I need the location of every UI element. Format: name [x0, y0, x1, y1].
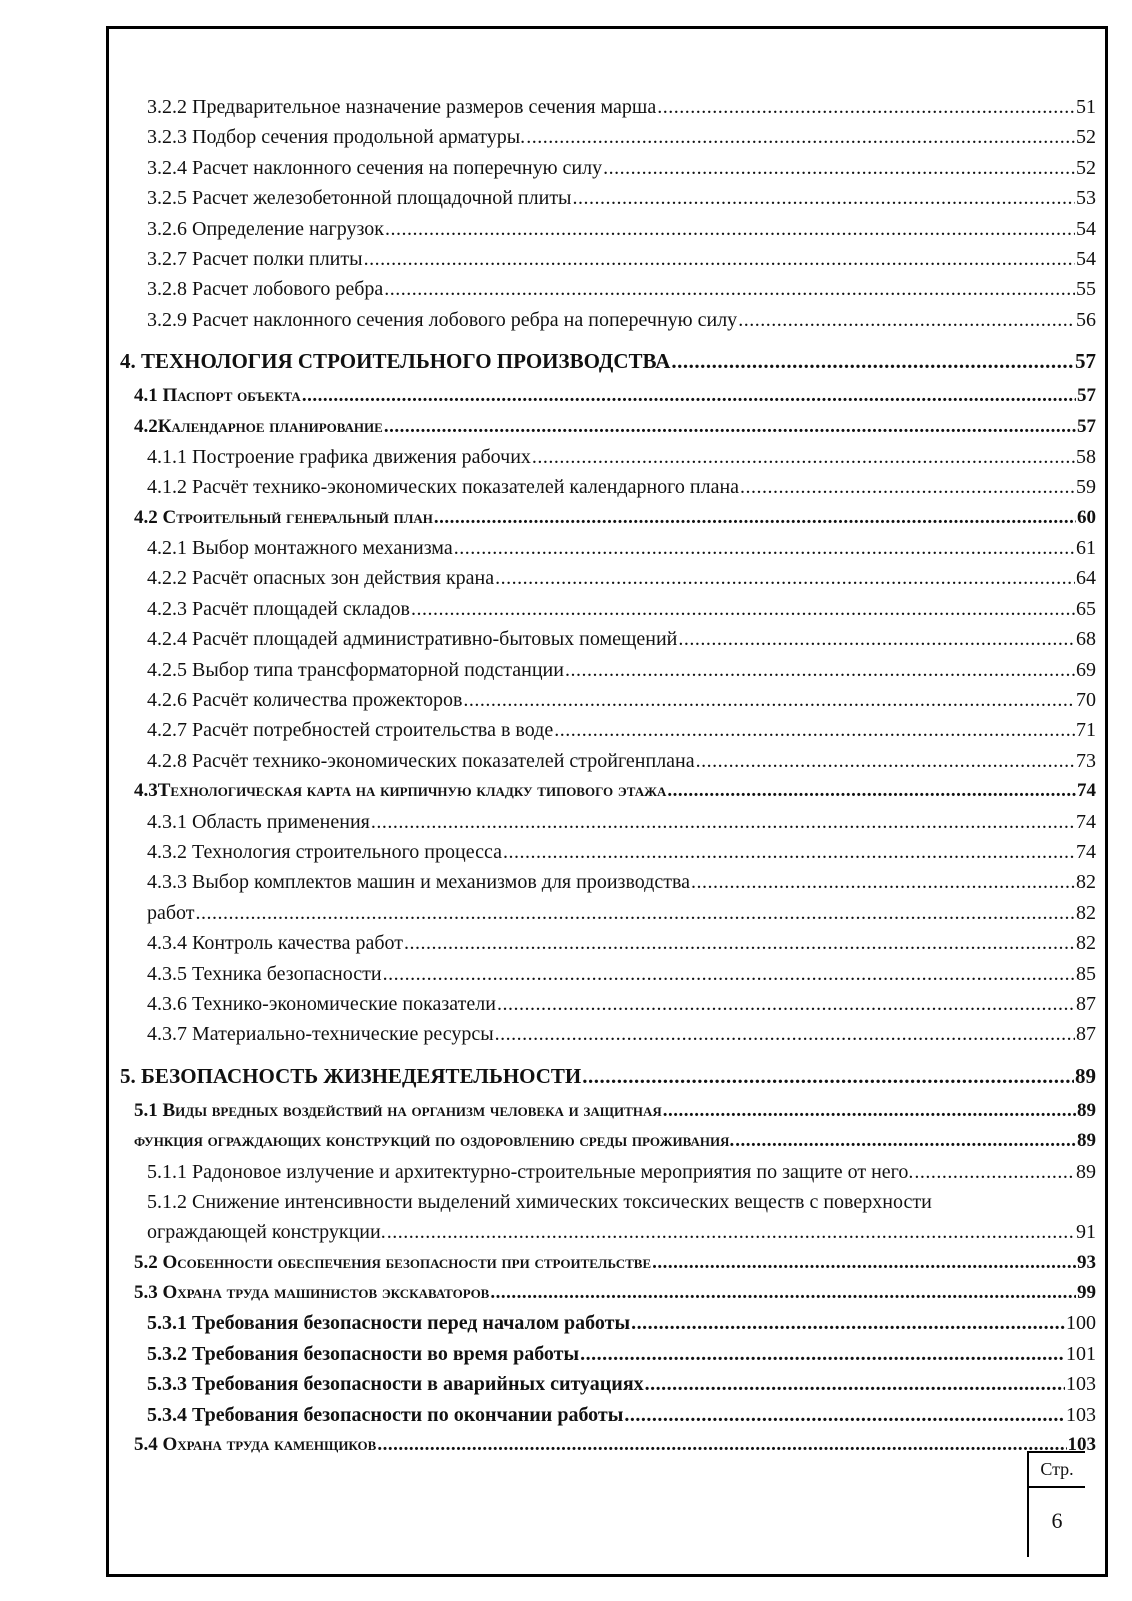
toc-entry-label: 4.1.2 Расчёт технико-экономических показателей календарного плана: [147, 476, 740, 499]
toc-entry-page: 64: [1076, 567, 1096, 590]
toc-entry-label: 3.2.4 Расчет наклонного сечения на поперечную силу: [147, 156, 603, 179]
toc-entry[interactable]: [118, 347, 1096, 375]
toc-entry-page: 89: [1077, 1099, 1096, 1121]
toc-entry-page: 74: [1076, 840, 1096, 863]
toc-entry[interactable]: [118, 928, 1096, 958]
toc-entry[interactable]: [118, 1096, 1096, 1126]
toc-entry-page: 65: [1076, 597, 1096, 620]
toc-entry[interactable]: [118, 1248, 1096, 1278]
toc-entry[interactable]: [118, 1369, 1096, 1399]
toc-entry[interactable]: [118, 989, 1096, 1019]
toc-dot-leader: [490, 1278, 1076, 1308]
toc-entry-label: 3.2.3 Подбор сечения продольной арматуры.: [147, 126, 526, 149]
toc-entry-page: 74: [1076, 810, 1096, 833]
toc-entry-page: 52: [1076, 156, 1096, 179]
toc-entry[interactable]: [118, 1217, 1096, 1247]
toc-dot-leader: [580, 1339, 1065, 1369]
toc-dot-leader: [624, 1400, 1065, 1430]
toc-dot-leader: [495, 563, 1075, 593]
toc-entry-page: 60: [1077, 506, 1096, 528]
toc-entry-page: 59: [1076, 476, 1096, 499]
toc-entry-label: 3.2.8 Расчет лобового ребра: [147, 278, 384, 301]
toc-entry-page: 54: [1076, 217, 1096, 240]
toc-entry[interactable]: [118, 1126, 1096, 1156]
toc-dot-leader: [497, 989, 1075, 1019]
toc-entry-page: 57: [1077, 415, 1096, 437]
toc-entry-label: 4.3.4 Контроль качества работ: [147, 932, 403, 955]
toc-entry[interactable]: [118, 183, 1096, 213]
toc-entry-page: 73: [1076, 749, 1096, 772]
toc-entry-page: 82: [1076, 871, 1096, 894]
toc-entry-label: 4.3.5 Техника безопасности: [147, 962, 382, 985]
toc-entry-page: 103: [1067, 1434, 1096, 1456]
toc-dot-leader: [671, 347, 1074, 375]
toc-dot-leader: [383, 959, 1075, 989]
toc-entry-page: 82: [1076, 932, 1096, 955]
toc-entry-label: 4.2.3 Расчёт площадей складов: [147, 597, 410, 620]
toc-entry-page: 51: [1076, 96, 1096, 118]
toc-dot-leader: [565, 655, 1075, 685]
toc-dot-leader: [631, 1308, 1065, 1338]
toc-entry-label: 5. БЕЗОПАСНОСТЬ ЖИЗНЕДЕЯТЕЛЬНОСТИ: [120, 1063, 582, 1088]
toc-entry-page: 74: [1077, 780, 1096, 802]
toc-dot-leader: [302, 381, 1076, 411]
toc-entry-page: 61: [1076, 537, 1096, 560]
toc-entry[interactable]: [118, 442, 1096, 472]
toc-dot-leader: [740, 472, 1075, 502]
toc-entry-label: 5.1.1 Радоновое излучение и архитектурно-строительные мероприятия по защите от него.: [147, 1160, 914, 1183]
toc-entry-page: 54: [1076, 247, 1096, 270]
toc-dot-leader: [582, 1062, 1074, 1090]
toc-entry-label: 5.1.2 Снижение интенсивности выделений химических токсических веществ с поверхности: [147, 1190, 932, 1213]
toc-entry-label: 4.2.7 Расчёт потребностей строительства в воде: [147, 719, 554, 742]
toc-entry-page: 82: [1076, 901, 1096, 924]
toc-entry[interactable]: [118, 655, 1096, 685]
toc-entry[interactable]: [118, 1400, 1096, 1430]
toc-entry-label: 4.2.5 Выбор типа трансформаторной подстанции: [147, 658, 564, 681]
toc-dot-leader: [645, 1369, 1065, 1399]
stamp-label: Стр.: [1029, 1453, 1085, 1488]
toc-entry[interactable]: [118, 122, 1096, 152]
toc-entry-label: 3.2.5 Расчет железобетонной площадочной плиты: [147, 187, 572, 210]
toc-dot-leader: [384, 412, 1076, 442]
toc-entry[interactable]: [118, 746, 1096, 776]
toc-entry-label: 5.1 Виды вредных воздействий на организм человека и защитная: [134, 1099, 662, 1121]
toc-entry-page: 91: [1076, 1221, 1096, 1244]
toc-dot-leader: [495, 1019, 1075, 1049]
toc-entry[interactable]: [118, 624, 1096, 654]
toc-dot-leader: [377, 1430, 1066, 1460]
toc-entry[interactable]: [118, 776, 1096, 806]
toc-dot-leader: [696, 746, 1075, 776]
toc-entry-label: 4.2 Строительный генеральный план: [134, 506, 433, 528]
toc-dot-leader: [914, 1157, 1075, 1187]
toc-dot-leader: [503, 837, 1075, 867]
toc-entry-label: 4.3Технологическая карта на кирпичную кладку типового этажа: [134, 780, 667, 802]
toc-entry-label: 4.1 Паспорт объекта: [134, 385, 301, 407]
toc-entry-page: 89: [1076, 1160, 1096, 1183]
toc-entry[interactable]: [118, 153, 1096, 183]
toc-entry[interactable]: [118, 472, 1096, 502]
toc-dot-leader: [657, 92, 1075, 122]
toc-entry[interactable]: [118, 563, 1096, 593]
toc-entry-page: 87: [1076, 1023, 1096, 1046]
toc-entry-label: 4. ТЕХНОЛОГИЯ СТРОИТЕЛЬНОГО ПРОИЗВОДСТВА: [120, 349, 671, 374]
toc-entry[interactable]: [118, 92, 1096, 122]
toc-entry-label: 3.2.7 Расчет полки плиты: [147, 247, 363, 270]
toc-entry-label: 3.2.6 Определение нагрузок: [147, 217, 384, 240]
toc-dot-leader: [603, 153, 1075, 183]
toc-entry-page: 58: [1076, 445, 1096, 468]
toc-entry[interactable]: [118, 503, 1096, 533]
toc-entry-label: 4.3.7 Материально-технические ресурсы: [147, 1023, 494, 1046]
toc-entry-label: 5.3 Охрана труда машинистов экскаваторов: [134, 1282, 490, 1304]
toc-entry[interactable]: [118, 274, 1096, 304]
toc-entry[interactable]: [118, 898, 1096, 928]
toc-entry-page: 99: [1077, 1282, 1096, 1304]
toc-entry-label: 4.3.1 Область применения: [147, 810, 370, 833]
toc-entry-label: 4.3.3 Выбор комплектов машин и механизмов для производства: [147, 871, 691, 894]
toc-entry-label: 3.2.2 Предварительное назначение размеров сечения марша: [147, 96, 657, 118]
toc-entry[interactable]: [118, 959, 1096, 989]
toc-entry[interactable]: [118, 807, 1096, 837]
toc-entry-label: 4.2Календарное планирование: [134, 415, 383, 437]
toc-entry[interactable]: [118, 381, 1096, 411]
toc-dot-leader: [652, 1248, 1076, 1278]
table-of-contents: [118, 92, 1096, 1460]
toc-dot-leader: [404, 928, 1075, 958]
toc-dot-leader: [196, 898, 1075, 928]
toc-entry[interactable]: [118, 244, 1096, 274]
page-stamp: [1027, 1451, 1085, 1557]
toc-entry-label: 5.3.4 Требования безопасности по окончании работы: [147, 1403, 624, 1426]
toc-entry[interactable]: [118, 1430, 1096, 1460]
toc-dot-leader: [532, 442, 1075, 472]
toc-entry[interactable]: [118, 1157, 1096, 1187]
toc-dot-leader: [463, 685, 1075, 715]
toc-entry-label: 5.3.1 Требования безопасности перед началом работы: [147, 1312, 631, 1335]
toc-dot-leader: [371, 807, 1075, 837]
toc-dot-leader: [735, 1126, 1076, 1156]
toc-dot-leader: [667, 776, 1076, 806]
toc-entry-page: 55: [1076, 278, 1096, 301]
toc-entry[interactable]: [118, 594, 1096, 624]
toc-entry[interactable]: [118, 214, 1096, 244]
toc-entry-label: 4.3.6 Технико-экономические показатели: [147, 992, 496, 1015]
toc-entry-page: 103: [1066, 1373, 1096, 1396]
toc-entry-page: 87: [1076, 992, 1096, 1015]
stamp-page-number: 6: [1051, 1508, 1063, 1533]
toc-dot-leader: [364, 244, 1075, 274]
toc-entry[interactable]: [118, 867, 1096, 897]
toc-entry-page: 71: [1076, 719, 1096, 742]
toc-entry[interactable]: [118, 685, 1096, 715]
toc-entry-label: 4.2.1 Выбор монтажного механизма: [147, 537, 453, 560]
toc-entry[interactable]: [118, 305, 1096, 335]
toc-entry[interactable]: [118, 533, 1096, 563]
toc-dot-leader: [738, 305, 1075, 335]
toc-entry-label: ограждающей конструкции.: [147, 1221, 386, 1244]
toc-dot-leader: [434, 503, 1076, 533]
toc-entry-label: 5.4 Охрана труда каменщиков: [134, 1434, 377, 1456]
toc-entry-page: 100: [1066, 1312, 1096, 1335]
toc-entry-label: 4.3.2 Технология строительного процесса: [147, 840, 502, 863]
toc-entry-label: 5.3.3 Требования безопасности в аварийных ситуациях: [147, 1373, 644, 1396]
toc-dot-leader: [526, 122, 1075, 152]
toc-entry-label: 3.2.9 Расчет наклонного сечения лобового ребра на поперечную силу: [147, 308, 738, 331]
toc-entry[interactable]: [118, 1019, 1096, 1049]
toc-entry-label: 4.2.6 Расчёт количества прожекторов: [147, 689, 463, 712]
toc-dot-leader: [411, 594, 1075, 624]
toc-entry[interactable]: [118, 715, 1096, 745]
toc-entry-page: 85: [1076, 962, 1096, 985]
toc-entry-page: 89: [1075, 1063, 1096, 1088]
toc-dot-leader: [678, 624, 1075, 654]
toc-dot-leader: [663, 1096, 1076, 1126]
toc-entry[interactable]: [118, 412, 1096, 442]
toc-entry-page: 93: [1077, 1251, 1096, 1273]
toc-entry[interactable]: [118, 1187, 1096, 1217]
toc-entry-label: 4.2.4 Расчёт площадей административно-бытовых помещений: [147, 628, 678, 651]
toc-entry-page: 69: [1076, 658, 1096, 681]
toc-entry-label: 5.2 Особенности обеспечения безопасности при строительстве: [134, 1251, 652, 1273]
toc-entry[interactable]: [118, 1308, 1096, 1338]
toc-dot-leader: [691, 867, 1075, 897]
toc-entry-page: 89: [1077, 1130, 1096, 1152]
toc-entry-label: 4.1.1 Построение графика движения рабочих: [147, 445, 531, 468]
toc-entry[interactable]: [118, 1339, 1096, 1369]
toc-entry-page: 70: [1076, 689, 1096, 712]
toc-entry-page: 57: [1077, 385, 1096, 407]
toc-entry-label: 4.2.2 Расчёт опасных зон действия крана: [147, 567, 495, 590]
toc-dot-leader: [454, 533, 1075, 563]
toc-entry-page: 101: [1066, 1342, 1096, 1365]
toc-entry[interactable]: [118, 1062, 1096, 1090]
toc-entry-page: 57: [1075, 349, 1096, 374]
toc-entry[interactable]: [118, 1278, 1096, 1308]
toc-entry-label: 4.2.8 Расчёт технико-экономических показателей стройгенплана: [147, 749, 695, 772]
toc-entry[interactable]: [118, 837, 1096, 867]
toc-dot-leader: [573, 183, 1076, 213]
toc-entry-page: 103: [1066, 1403, 1096, 1426]
toc-dot-leader: [384, 274, 1075, 304]
toc-entry-page: 68: [1076, 628, 1096, 651]
toc-entry-label: работ: [147, 901, 195, 924]
toc-entry-page: 53: [1076, 187, 1096, 210]
toc-entry-label: функция ограждающих конструкций по оздоровлению среды проживания.: [134, 1130, 735, 1152]
toc-dot-leader: [385, 214, 1075, 244]
toc-entry-page: 52: [1076, 126, 1096, 149]
toc-dot-leader: [554, 715, 1075, 745]
toc-dot-leader: [387, 1217, 1075, 1247]
toc-entry-label: 5.3.2 Требования безопасности во время работы: [147, 1342, 580, 1365]
toc-entry-page: 56: [1076, 308, 1096, 331]
